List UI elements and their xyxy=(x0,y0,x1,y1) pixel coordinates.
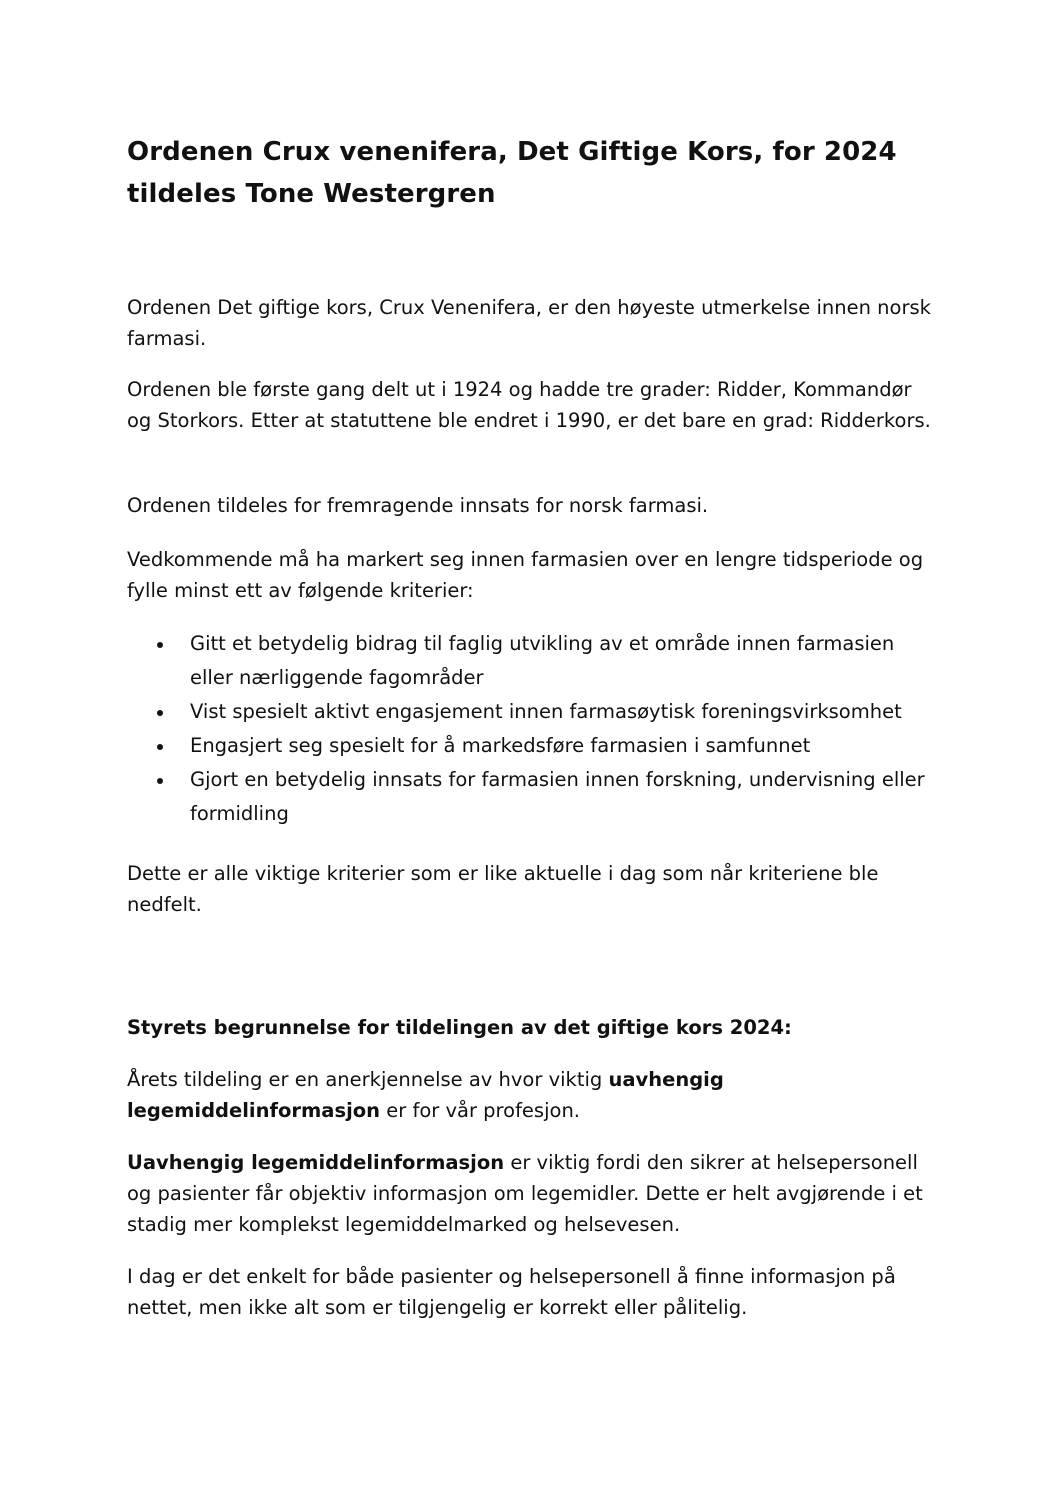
list-item xyxy=(127,695,942,729)
criterion-text: Engasjert seg spesielt for å markedsføre farmasien i samfunnet xyxy=(190,734,811,757)
criterion-text: Vist spesielt aktivt engasjement innen farmasøytisk foreningsvirksomhet xyxy=(190,700,902,723)
justification-text: Årets tildeling er en anerkjennelse av hvor viktig xyxy=(127,1068,609,1091)
criteria-list xyxy=(127,627,942,831)
criterion-text: Gjort en betydelig innsats for farmasien innen forskning, undervisning eller formidling xyxy=(190,768,925,825)
purpose-paragraph: Ordenen tildeles for fremragende innsats for norsk farmasi. xyxy=(127,494,709,517)
emphasis-text: uavhengig legemiddelinformasjon xyxy=(127,1068,724,1122)
justification-paragraph-2 xyxy=(127,1147,942,1240)
justification-paragraph-1 xyxy=(127,1064,942,1126)
bullet-icon xyxy=(157,744,163,750)
justification-heading: Styrets begrunnelse for tildelingen av det giftige kors 2024: xyxy=(127,1016,792,1039)
conclusion-paragraph: Dette er alle viktige kriterier som er like aktuelle i dag som når kriteriene ble nedfelt. xyxy=(127,862,879,916)
history-paragraph: Ordenen ble første gang delt ut i 1924 og hadde tre grader: Ridder, Kommandør og Storkors. Etter at statuttene ble endret i 1990, er det bare en grad: Ridderkors. xyxy=(127,378,931,432)
bullet-icon xyxy=(157,778,163,784)
emphasis-text: Uavhengig legemiddelinformasjon xyxy=(127,1151,505,1174)
bullet-icon xyxy=(157,710,163,716)
list-item xyxy=(127,763,942,831)
intro-paragraph: Ordenen Det giftige kors, Crux Venenifera, er den høyeste utmerkelse innen norsk farmasi. xyxy=(127,296,931,350)
justification-text: er for vår profesjon. xyxy=(380,1099,580,1122)
list-item xyxy=(127,729,942,763)
requirements-paragraph: Vedkommende må ha markert seg innen farmasien over en lengre tidsperiode og fylle minst ett av følgende kriterier: xyxy=(127,548,924,602)
justification-text: er viktig fordi den sikrer at helsepersonell og pasienter får objektiv informasjon om legemidler. Dette er helt avgjørende i et stadig mer komplekst legemiddelmarked og helsevesen. xyxy=(127,1151,923,1236)
page-title: Ordenen Crux venenifera, Det Giftige Kors, for 2024 tildeles Tone Westergren xyxy=(127,137,897,209)
criterion-text: Gitt et betydelig bidrag til faglig utvikling av et område innen farmasien eller nærliggende fagområder xyxy=(190,632,895,689)
list-item xyxy=(127,627,942,695)
justification-paragraph-3: I dag er det enkelt for både pasienter og helsepersonell å finne informasjon på nettet, men ikke alt som er tilgjengelig er korrekt eller pålitelig. xyxy=(127,1265,896,1319)
bullet-icon xyxy=(157,642,163,648)
